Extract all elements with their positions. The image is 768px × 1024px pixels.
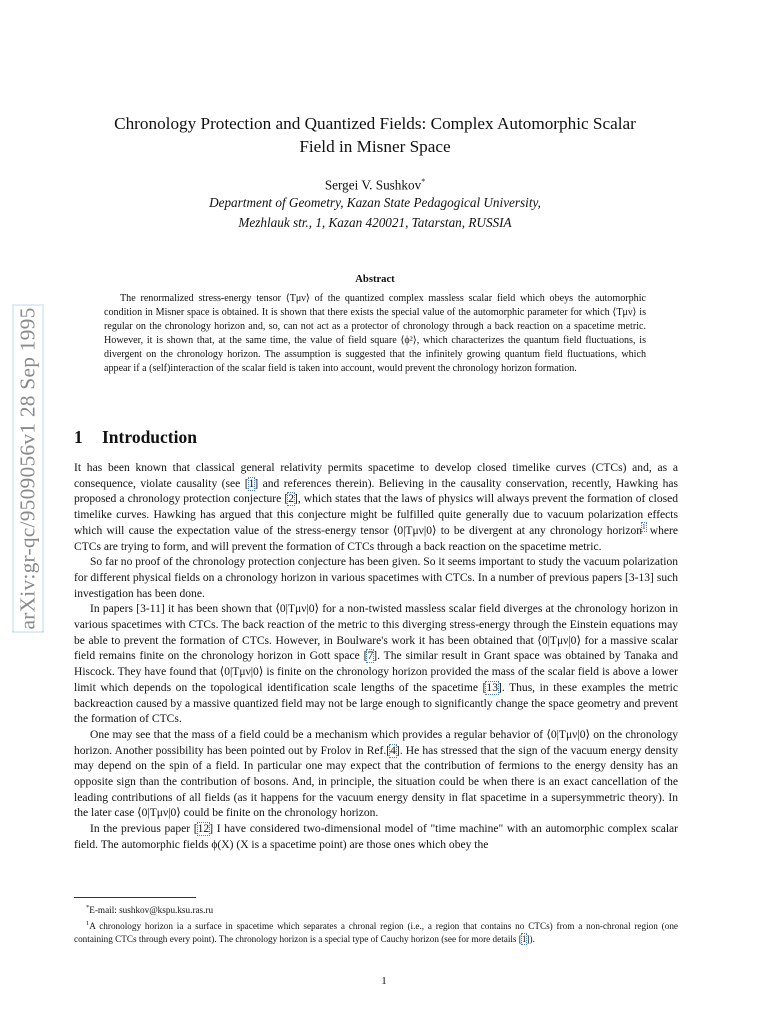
paragraph-1 xyxy=(74,461,678,555)
footnote-email xyxy=(74,901,678,917)
paragraph-3 xyxy=(74,602,678,728)
paragraph-5-text-a: In the previous paper [ xyxy=(90,823,198,836)
section-heading xyxy=(74,427,197,448)
author-name xyxy=(70,177,680,193)
citation-link[interactable]: 2 xyxy=(288,493,294,506)
author-footnote-mark: * xyxy=(421,177,426,186)
paragraph-2: So far no proof of the chronology protection conjecture has been given. So it seems important to study the vacuum polarization for different physical fields on a chronology horizon in various spacetimes with CTCs. In a number of previous papers [3-13] such investigation has been done. xyxy=(74,556,678,600)
arxiv-identifier-stamp[interactable] xyxy=(8,258,48,678)
citation-link[interactable]: 1 xyxy=(248,477,255,490)
section-number: 1 xyxy=(74,427,83,447)
citation-link[interactable]: 12 xyxy=(197,823,210,836)
paper-title xyxy=(70,112,680,158)
footnote-1-text-b: ]). xyxy=(526,934,535,945)
citation-link[interactable]: 1 xyxy=(521,934,527,945)
abstract-heading: Abstract xyxy=(355,274,395,285)
paragraph-3-text-b: ]. The similar result in Grant space was obtained by Tanaka and Hiscock. They have found that ⟨0|Tμν|0⟩ is finite on the chronology horizon provided the mass of the scalar field is above a lower limit which depends on the topological identification scale lengths of the spacetime [ xyxy=(74,650,679,694)
footnote-link[interactable]: 1 xyxy=(642,522,646,531)
citation-link[interactable]: 13 xyxy=(486,681,498,694)
affiliation-line-2: Mezhlauk str., 1, Kazan 420021, Tatarstan, RUSSIA xyxy=(238,215,512,230)
page-number: 1 xyxy=(381,975,387,987)
footnotes xyxy=(74,901,678,946)
footnote-1-text-a: A chronology horizon ia a surface in spacetime which separates a chronal region (i.e., a region that contains no CTCs) from a non-chronal region (one containing CTCs through every point). The chronology horizon is a special type of Cauchy horizon (see for more details [ xyxy=(74,921,678,945)
citation-link[interactable]: 4 xyxy=(390,744,396,757)
abstract-text: The renormalized stress-energy tensor ⟨Tμν⟩ of the quantized complex massless scalar field which obeys the automorphic condition in Misner space is obtained. It is shown that there exists the special value of the automorphic parameter for which ⟨Tμν⟩ is regular on the chronology horizon and, so, can not act as a protector of chronology through a back reaction on a spacetime metric. However, it is shown that, at the same time, the value of field square ⟨ϕ²⟩, which characterizes the quantum field fluctuations, is divergent on the chronology horizon. The assumption is suggested that the infinitely growing quantum field fluctuations, which appear if a (self)interaction of the scalar field is taken into account, would prevent the chronology horizon formation. xyxy=(104,293,646,375)
footnote-email-mark: * xyxy=(86,904,90,911)
paragraph-1-text-d: where CTCs are trying to form, and will prevent the formation of CTCs through a back reaction on the spacetime metric. xyxy=(74,524,678,553)
paragraph-4 xyxy=(74,728,678,822)
arxiv-identifier-text[interactable]: arXiv:gr-qc/9509056v1 28 Sep 1995 xyxy=(15,306,40,630)
footnote-email-text: E-mail: sushkov@kspu.ksu.ras.ru xyxy=(89,905,214,916)
paragraph-3-text-c: ]. Thus, in these examples the metric backreaction caused by a massive quantized field may not be large enough to significantly change the space geometry and prevent the formation of CTCs. xyxy=(74,681,678,726)
paragraph-1-text-a: It has been known that classical general relativity permits spacetime to develop closed timelike curves (CTCs) and, as a consequence, violate causality (see [ xyxy=(74,462,678,490)
paragraph-3-text-a: In papers [3-11] it has been shown that ⟨0|Tμν|0⟩ for a non-twisted massless scalar field diverges at the chronology horizon in various spacetimes with CTCs. The back reaction of the metric to this diverging stress-energy through the Einstein equations may be able to prevent the formation of CTCs. However, in Boulware's work it has been obtained that ⟨0|Tμν|0⟩ for a massive scalar field remains finite on the chronology horizon in Gott space [ xyxy=(74,603,678,663)
footnote-1-mark: 1 xyxy=(86,920,90,928)
paragraph-5 xyxy=(74,822,678,853)
paragraph-1-text-c: ], which states that the laws of physics will always prevent the formation of closed timelike curves. Hawking has argued that this conjecture might be fulfilled quite generally due to vacuum polarization effects which will cause the expectation value of the stress-energy tensor ⟨0|Tμν|0⟩ to be divergent at any chronology horizon xyxy=(74,493,678,537)
paragraph-4-text-a: One may see that the mass of a field could be a mechanism which provides a regular behavior of ⟨0|Tμν|0⟩ on the chronology horizon. Another possibility has been pointed out by Frolov in Ref.[ xyxy=(74,728,678,757)
paragraph-5-text-b: ] I have considered two-dimensional model of "time machine" with an automorphic complex scalar field. The automorphic fields ϕ(X) (X is a spacetime point) are those ones which obey the xyxy=(74,823,678,851)
paragraph-4-text-b: ]. He has stressed that the sign of the vacuum energy density may depend on the spin of a field. In particular one may expect that the contribution of fermions to the energy density has an opposite sign than the contribution of bosons. And, in principle, the situation could be when there is an exact cancellation of the leading contributions of all fields (as it happens for the vacuum energy density in flat spacetime in a supersymmetric theory). In the later case ⟨0|Tμν|0⟩ could be finite on the chronology horizon. xyxy=(74,744,678,820)
author-affiliation xyxy=(70,193,680,233)
author-text: Sergei V. Sushkov xyxy=(324,177,422,193)
paragraph-1-text-b: ] and references therein). Believing in the causality conservation, recently, Hawking has proposed a chronology protection conjecture [ xyxy=(74,477,678,506)
footnote-divider xyxy=(74,897,196,898)
title-line-2: Field in Misner Space xyxy=(299,137,451,156)
affiliation-line-1: Department of Geometry, Kazan State Pedagogical University, xyxy=(209,195,541,210)
body-text xyxy=(74,461,678,854)
citation-link[interactable]: 7 xyxy=(367,650,374,663)
section-title: Introduction xyxy=(102,427,197,447)
footnote-1 xyxy=(74,917,678,946)
title-line-1: Chronology Protection and Quantized Fields: Complex Automorphic Scalar xyxy=(114,114,636,133)
